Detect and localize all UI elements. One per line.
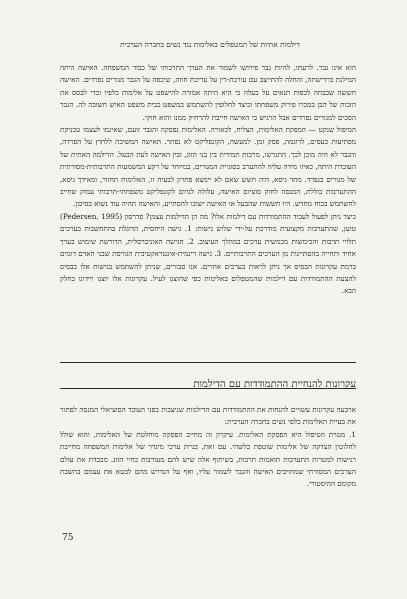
section-title: עקרונות להנחיית ההתמודדות עם הדילמות [193, 379, 356, 391]
section-text [60, 404, 356, 491]
page-number: 75 [62, 533, 74, 543]
paragraph: כיצד ניתן לפעול לעבוד ההתמודדות עם דילמות אלו? מה הן הדילמות עצמן? פדרסון (Pedersen, 1995) טוען, שהתערבות מקצועית מודרכת על‑ידי שלוש גישות: 1. גישה היחסית, הדוגלת בהתחשבות בערכים תלויי תרבות והכימשות מכמשית ערכים במהלך העיצוב. 2. הגישה האוניברסלית, הדורשת שימוש בערך אחיד ותחייה בהסתייגות מן הערכים התרבותיים. 3. גישה דינמית‑אינטראקטיבית הגורסת שבני האדם דומים ברמת עקרונות הבסיס אך ניתן לראות בערכים אחרים. אנו סבורים, שניתן להשתמש בגישות אלו כבסיס להצעת ההתמודדות עם דילמות שהמטפלים באלימות כפי שהוצגו לעיל. עקרונות אלו יוצגו ויידונו בחלק הבא. [60, 211, 357, 296]
body-text [60, 62, 356, 298]
paragraph: המיפול שנקט — המפקת האלימות, הצליח, לכאורה. האלימות נפסקה והגבר זועם, שאינמו לעצמו טכניקת מפתיעות כעסים, לרוגמה, פסק זמן. למעשה, הקונפליקט לא נפתר. האישה המשיכה ללחוץ על הפרדה, והגבר לא היה מוכן לכך. התגרשו, מרכזת תמידית בין בני הזוג, ובין האישה לעת הבעל. הדילמה האתית של העובדת היתה, כאיזו מידה עליה להתערב בסוגיית המגורים, במיוחד על רקע המשמעות התרבותית‑מסורתית של מגורים בנפרד. מחד גיסא, היה חשש שאם לא יימצא פתרון לבעיה זו, האלימות תחזור, ומאידך גיסא, ההתערבות כוללת, המנסה לחזק סוציום האישה, עלולה לגרום לקונפליקט משפחתי‑תרבותי עמוק שחייב להשתמש בכוח מחדש. היו חששות שהבעל או האישה ישובו להסתייע, והאישה תהיה עוד נשוא בסיכון. [60, 125, 356, 209]
paragraph: הוא אינו גבר. לרעתו, להיות גבר פירושו לשמור את הערך התרבותי של כבוד המשפחה. האישה היתה המילנת ברדישתה, והחלה להתייצב עם עורכת‑דין על עריכת חוזה, שיכפה על הגבר מגורים נפרדים. האישה חששה שבבחה לכפות תנאים על בעלה כי היא היתה אמורה להישפט על אלימות כלפיו וכדי לבסס את הזכות של הבן במכרו פירוק משפחתו וכיצד לחלופין להשתמש במשפט כבית משפט האיש חשובה לה. הגבר הסכים למגורים נפרדים אבל הרגיש כי האישה חייבת להרחיק ממנו והוא חוקי. [60, 63, 356, 122]
paragraph: 1. מטרת הטיפול היא הפסקת האלימות. עיקרון זה מחייב הפסקה מוחלטת של האלימות, והוא שולל לחלוטין הצדקה של אלימות שוטפת כלשהי. עם זאת, בניית ערכי מיגדר של אלימות המשפחה מחייבת רגישות למטרות התערבות תואמות תרבות, בשיתוף אלה שיש להם מעורבות בחיי הזוג. מכבדת את עולם הערכים המסורתי שמחויבים האישה והגבר לשמור עליו, ואף על הנדרש מהם לבטא את עצמם בהשבת מקומם ההיסטורי. [60, 429, 356, 489]
paragraph: ארבעה עקרונות עשויים להנחות את ההתמודדות עם הדילמות שניצבות בפני העובד הסוציאלי המנסה לפתור את בעיית האלימות כלפי נשים בחברה הערבית: [60, 405, 356, 427]
running-head: דילמות אתיות של המטפלים באלימות נגד נשים בחברה הערבית [120, 40, 300, 49]
section-divider-top [60, 362, 356, 363]
section-divider-bottom [60, 388, 356, 389]
